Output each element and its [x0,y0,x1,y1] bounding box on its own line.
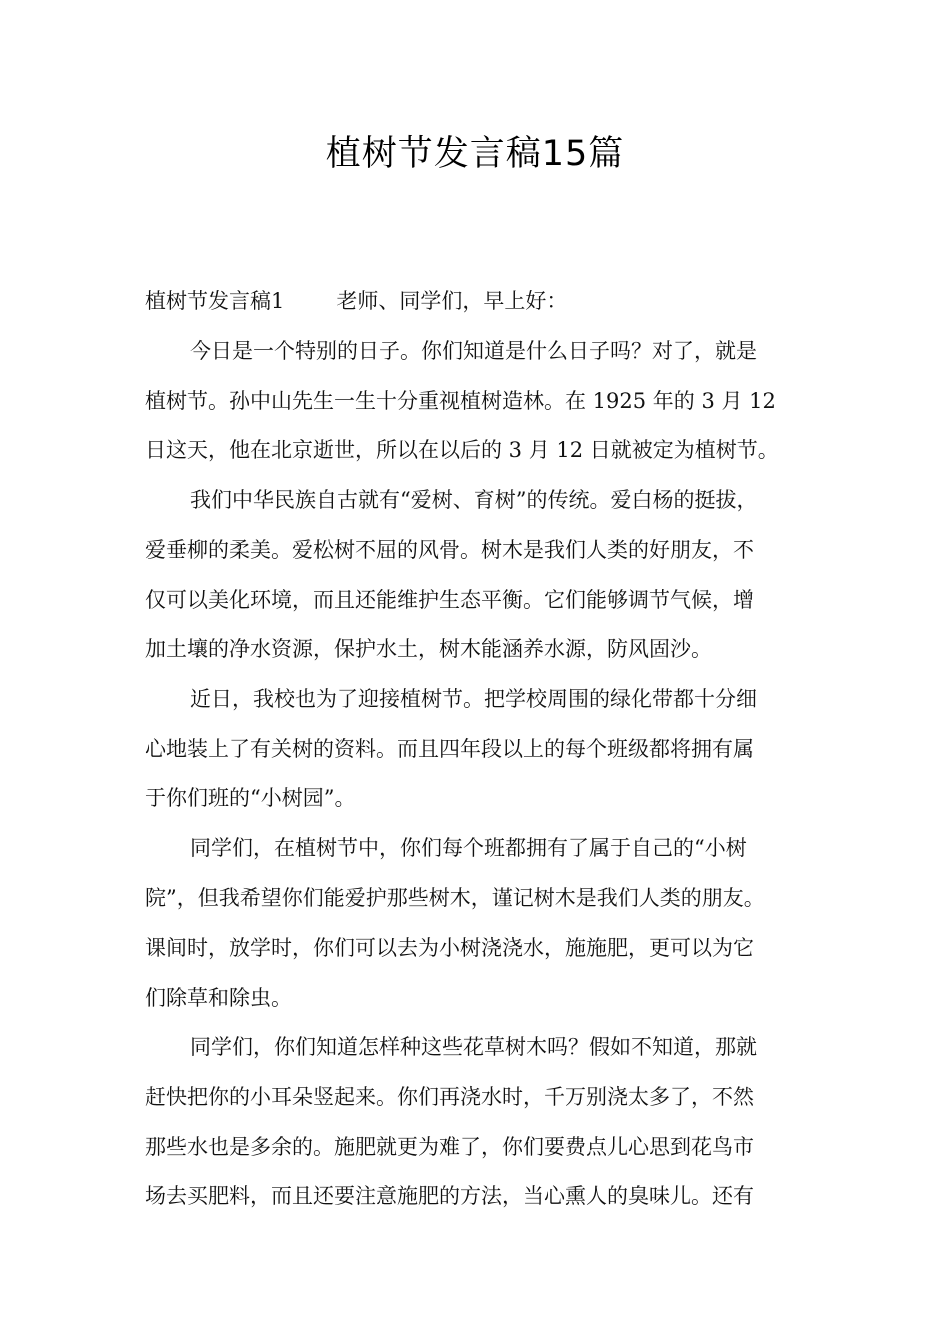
paragraph-line: 们除草和除虫。 [145,986,292,1010]
paragraph-line: 日这天，他在北京逝世，所以在以后的 3 月 12 日就被定为植树节。 [145,438,779,462]
paragraph-line: 同学们，你们知道怎样种这些花草树木吗？假如不知道，那就 [190,1035,757,1059]
section-heading: 植树节发言稿1 [145,289,285,313]
paragraph-line: 爱垂柳的柔美。爱松树不屈的风骨。树木是我们人类的好朋友，不 [145,538,754,562]
paragraph-line: 植树节。孙中山先生一生十分重视植树造林。在 1925 年的 3 月 12 [145,389,776,413]
paragraph-line: 院”，但我希望你们能爱护那些树木，谨记树木是我们人类的朋友。 [145,886,765,910]
paragraph-line: 场去买肥料，而且还要注意施肥的方法，当心熏人的臭味儿。还有 [145,1184,754,1208]
paragraph-line: 于你们班的“小树园”。 [145,786,356,810]
paragraph-line: 那些水也是多余的。施肥就更为难了，你们要费点儿心思到花鸟市 [145,1135,754,1159]
paragraph-line: 课间时，放学时，你们可以去为小树浇浇水，施施肥，更可以为它 [145,936,754,960]
paragraph-line: 加土壤的净水资源，保护水土，树木能涵养水源，防风固沙。 [145,637,712,661]
section-heading-line [145,286,567,316]
greeting: 老师、同学们，早上好： [336,289,568,313]
paragraph-line: 近日，我校也为了迎接植树节。把学校周围的绿化带都十分细 [190,687,757,711]
paragraph-line: 我们中华民族自古就有“爱树、育树”的传统。爱白杨的挺拔， [190,488,758,512]
paragraph-line: 仅可以美化环境，而且还能维护生态平衡。它们能够调节气候，增 [145,588,754,612]
paragraph-line: 同学们，在植树节中，你们每个班都拥有了属于自己的“小树 [190,836,747,860]
paragraph-line: 赶快把你的小耳朵竖起来。你们再浇水时，千万别浇太多了，不然 [145,1085,754,1109]
page-title: 植树节发言稿15篇 [325,134,625,174]
paragraph-line: 心地装上了有关树的资料。而且四年段以上的每个班级都将拥有属 [145,737,754,761]
paragraph-line: 今日是一个特别的日子。你们知道是什么日子吗？对了，就是 [190,339,757,363]
